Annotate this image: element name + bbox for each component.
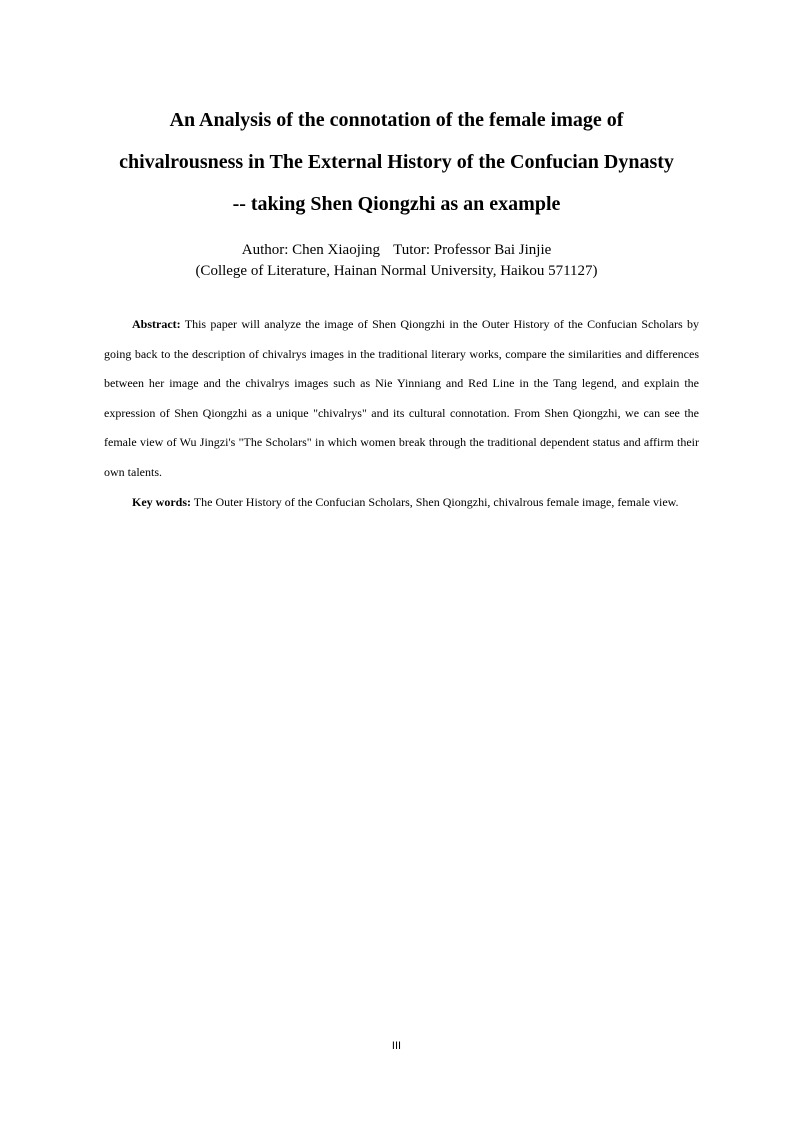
abstract-text: This paper will analyze the image of Shen Qiongzhi in the Outer History of the Confucian Scholars by going back to the description of chivalrys images in the traditional literary works, compare the similarities and differences between her image and the chivalrys images such as Nie Yinniang and Red Line in the Tang legend, and explain the expression of Shen Qiongzhi as a unique "chivalrys" and its cultural connotation. From Shen Qiongzhi, we can see the female view of Wu Jingzi's "The Scholars" in which women break through the traditional dependent status and affirm their own talents. — [104, 317, 699, 479]
author-line — [80, 240, 713, 261]
title-line-2: chivalrousness in The External History of the Confucian Dynasty — [119, 151, 674, 173]
tutor-name: Tutor: Professor Bai Jinjie — [393, 242, 552, 258]
title-line-1: An Analysis of the connotation of the female image of — [169, 109, 624, 131]
title-line-3: -- taking Shen Qiongzhi as an example — [232, 193, 561, 215]
paper-title — [80, 99, 713, 225]
author-block — [80, 240, 713, 282]
affiliation: (College of Literature, Hainan Normal University, Haikou 571127) — [195, 263, 598, 279]
author-name: Author: Chen Xiaojing — [241, 242, 381, 258]
abstract-section — [104, 310, 699, 517]
keywords-paragraph — [104, 488, 699, 518]
abstract-paragraph — [104, 310, 699, 488]
keywords-label: Key words: — [132, 494, 191, 509]
keywords-text: The Outer History of the Confucian Scholars, Shen Qiongzhi, chivalrous female image, female view. — [193, 494, 679, 509]
abstract-label: Abstract: — [132, 317, 181, 331]
page-number: III — [391, 1040, 402, 1052]
